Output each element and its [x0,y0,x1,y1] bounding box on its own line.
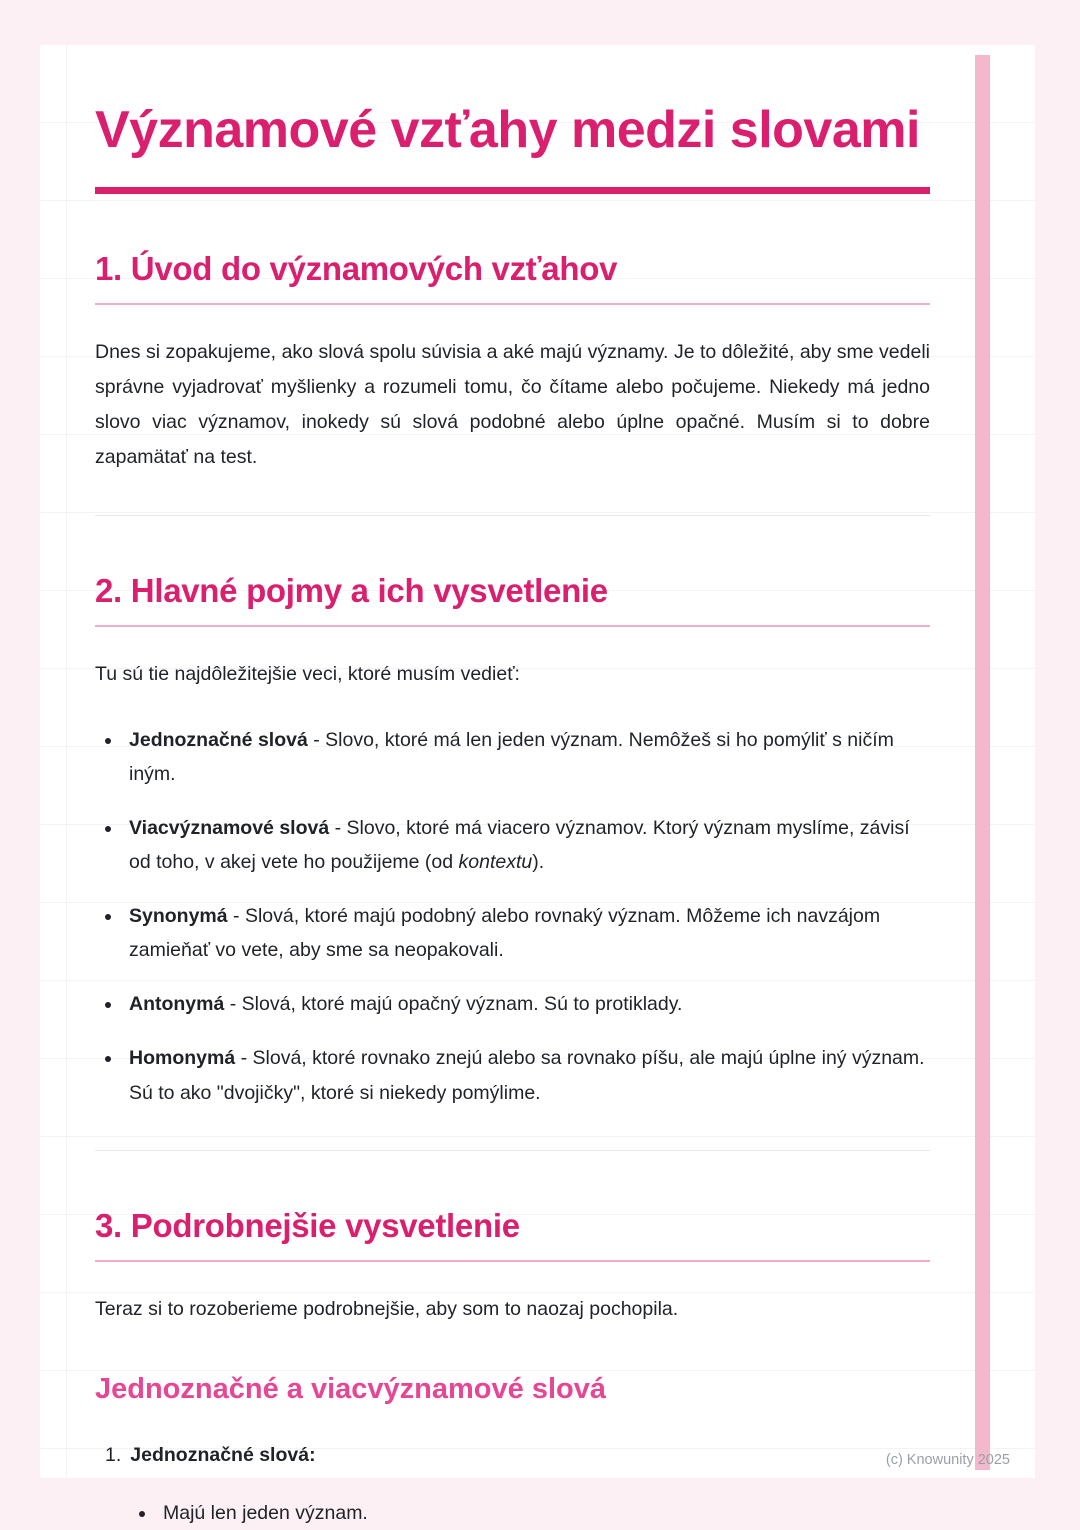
term-item [123,899,930,967]
section-divider [95,1150,930,1151]
heading-underline [95,1260,930,1262]
term-list [95,723,930,1110]
numbered-list-item [95,1438,930,1472]
term-name: Antonymá [129,993,225,1016]
heading-underline [95,303,930,305]
title-rule [95,187,930,194]
sub-bullet-item: • Majú len jeden význam. [157,1496,930,1530]
term-name: Viacvýznamové slová [129,816,330,839]
term-definition: - Slová, ktoré majú opačný význam. Sú to protiklady. [224,993,683,1016]
section-detail [95,1207,930,1530]
section-1-heading: 1. Úvod do významových vzťahov [95,250,618,288]
footer-credit: (c) Knowunity 2025 [885,1452,1010,1468]
term-definition: - Slová, ktoré majú podobný alebo rovnaký význam. Môžeme ich navzájom zamieňať vo vete, aby sme sa neopakovali. [129,905,881,962]
section-2-heading: 2. Hlavné pojmy a ich vysvetlenie [95,572,608,610]
item-number: 1. [105,1443,122,1466]
term-item [123,1041,930,1109]
term-definition: - Slová, ktoré rovnako znejú alebo sa rovnako píšu, ale majú úplne iný význam. Sú to ako "dvojičky", ktoré si niekedy pomýlime. [129,1047,925,1104]
section-3-paragraph: Teraz si to rozoberieme podrobnejšie, aby som to naozaj pochopila. [95,1297,679,1320]
term-name: Jednoznačné slová [129,728,308,751]
subsection-heading: Jednoznačné a viacvýznamové slová [95,1372,606,1405]
term-name: Homonymá [129,1047,236,1070]
term-name: Synonymá [129,905,228,927]
term-definition-italic: kontextu [458,850,533,873]
note-page [40,45,1035,1524]
section-main-terms [95,572,930,1109]
section-intro [95,250,930,475]
term-definition-tail: ). [532,850,545,873]
term-item [123,987,930,1021]
section-1-paragraph: Dnes si zopakujeme, ako slová spolu súvisia a aké majú významy. Je to dôležité, aby sme vedeli správne vyjadrovať myšlienky a rozumeli tomu, čo čítame alebo počujeme. Niekedy má jedno slovo viac významov, inokedy sú slová podobné alebo úplne opačné. Musím si to dobre zapamätať na test. [95,341,930,469]
page-title: Významové vzťahy medzi slovami [95,101,920,159]
section-divider [95,515,930,516]
term-definition: - Slovo, ktoré má viacero významov. Ktorý význam myslíme, závisí od toho, v akej vete ho použijeme (od [129,816,910,873]
sub-bullet-list [95,1496,930,1530]
section-2-intro: Tu sú tie najdôležitejšie veci, ktoré musím vedieť: [95,663,520,686]
term-definition: - Slovo, ktoré má len jeden význam. Nemôžeš si ho pomýliť s ničím iným. [129,728,894,785]
item-term: Jednoznačné slová: [130,1443,316,1466]
heading-underline [95,625,930,627]
term-item [123,723,930,791]
section-3-heading: 3. Podrobnejšie vysvetlenie [95,1206,520,1244]
term-item [123,811,930,879]
document-content [40,45,1035,1530]
